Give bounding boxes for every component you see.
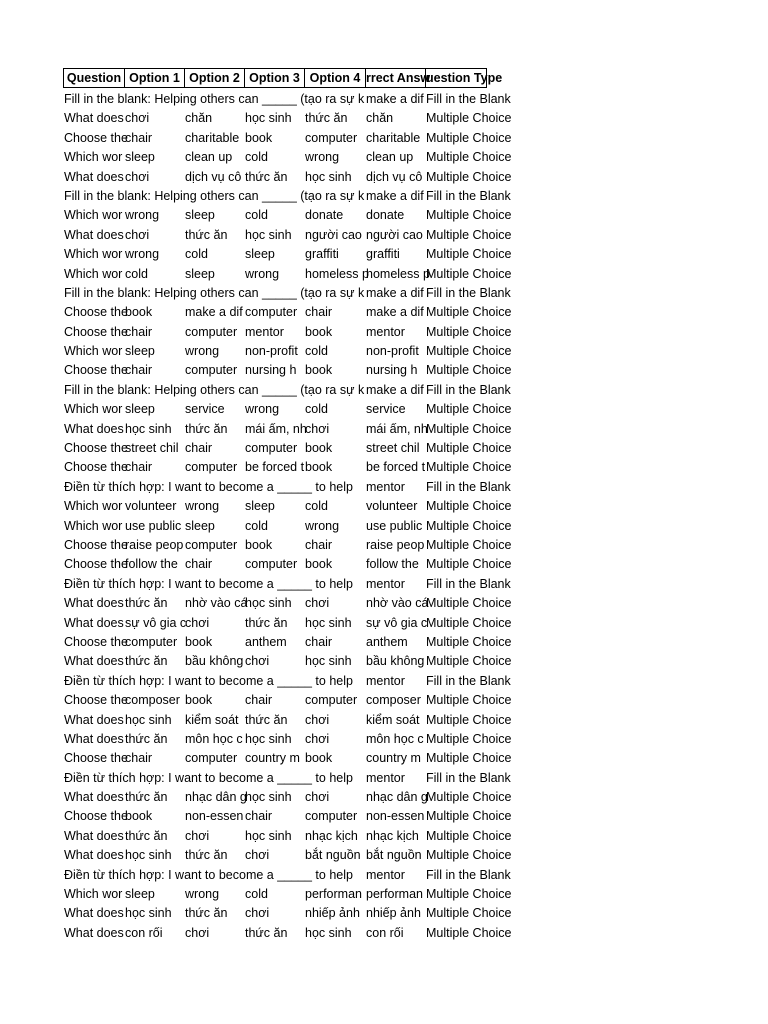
correct-answer-cell[interactable]: make a dif [366,382,424,397]
question-type-cell[interactable]: Multiple Choice [426,363,512,378]
correct-answer-cell[interactable]: follow the [366,557,419,572]
option-4-cell[interactable]: book [305,557,333,572]
option-3-cell[interactable]: chair [245,809,273,824]
option-3-cell[interactable]: anthem [245,634,287,649]
question-cell[interactable]: Choose the [64,324,128,339]
question-type-cell[interactable]: Multiple Choice [426,247,512,262]
question-cell[interactable]: Which wor [64,150,123,165]
question-type-cell[interactable]: Fill in the Blank [426,285,511,300]
option-4-cell[interactable]: chair [305,537,333,552]
header-question[interactable]: Question [63,68,124,88]
question-type-cell[interactable]: Multiple Choice [426,421,512,436]
option-4-cell[interactable]: chơi [305,421,330,436]
correct-answer-cell[interactable]: mentor [366,479,405,494]
option-3-cell[interactable]: chơi [245,906,270,921]
question-cell[interactable]: Choose the [64,557,128,572]
correct-answer-cell[interactable]: charitable [366,130,421,145]
question-type-cell[interactable]: Multiple Choice [426,266,512,281]
option-2-cell[interactable]: sleep [185,266,215,281]
option-4-cell[interactable]: book [305,363,333,378]
option-4-cell[interactable]: book [305,441,333,456]
option-2-cell[interactable]: wrong [185,499,220,514]
option-4-cell[interactable]: book [305,460,333,475]
question-cell[interactable]: What does [64,596,124,611]
option-1-cell[interactable]: sleep [125,150,155,165]
question-cell[interactable]: Điền từ thích hợp: I want to become a _____ to help [64,867,353,882]
question-type-cell[interactable]: Multiple Choice [426,169,512,184]
question-type-cell[interactable]: Fill in the Blank [426,770,511,785]
option-3-cell[interactable]: non-profit [245,344,298,359]
question-cell[interactable]: Which wor [64,208,123,223]
correct-answer-cell[interactable]: non-essen [366,809,425,824]
question-cell[interactable]: Fill in the blank: Helping others can _____ (tạo ra sự k [64,285,365,300]
option-4-cell[interactable]: chơi [305,712,330,727]
option-1-cell[interactable]: raise peop [125,537,184,552]
option-1-cell[interactable]: học sinh [125,848,172,863]
option-1-cell[interactable]: follow the [125,557,178,572]
option-4-cell[interactable]: học sinh [305,615,352,630]
question-type-cell[interactable]: Fill in the Blank [426,479,511,494]
option-4-cell[interactable]: donate [305,208,344,223]
option-2-cell[interactable]: computer [185,324,238,339]
option-1-cell[interactable]: học sinh [125,712,172,727]
question-type-cell[interactable]: Multiple Choice [426,712,512,727]
question-type-cell[interactable]: Multiple Choice [426,324,512,339]
option-4-cell[interactable]: học sinh [305,169,352,184]
option-3-cell[interactable]: sleep [245,247,275,262]
correct-answer-cell[interactable]: clean up [366,150,414,165]
option-2-cell[interactable]: chair [185,441,213,456]
option-1-cell[interactable]: chair [125,751,153,766]
correct-answer-cell[interactable]: nhờ vào cá [366,596,429,611]
option-2-cell[interactable]: computer [185,537,238,552]
question-type-cell[interactable]: Multiple Choice [426,790,512,805]
option-1-cell[interactable]: thức ăn [125,828,168,843]
correct-answer-cell[interactable]: mentor [366,867,405,882]
question-cell[interactable]: Fill in the blank: Helping others can _____ (tạo ra sự k [64,92,365,106]
option-2-cell[interactable]: computer [185,363,238,378]
option-3-cell[interactable]: học sinh [245,828,292,843]
option-1-cell[interactable]: street chil [125,441,179,456]
question-cell[interactable]: Choose the [64,751,128,766]
option-3-cell[interactable]: wrong [245,266,280,281]
option-3-cell[interactable]: chơi [245,848,270,863]
option-3-cell[interactable]: wrong [245,402,280,417]
option-1-cell[interactable]: sự vô gia c [125,615,187,630]
question-cell[interactable]: Choose the [64,441,128,456]
correct-answer-cell[interactable]: con rối [366,925,404,940]
question-type-cell[interactable]: Multiple Choice [426,751,512,766]
correct-answer-cell[interactable]: country m [366,751,421,766]
question-type-cell[interactable]: Multiple Choice [426,557,512,572]
option-2-cell[interactable]: môn học c [185,731,243,746]
question-type-cell[interactable]: Multiple Choice [426,925,512,940]
option-2-cell[interactable]: thức ăn [185,421,228,436]
option-2-cell[interactable]: computer [185,460,238,475]
option-4-cell[interactable]: book [305,751,333,766]
question-type-cell[interactable]: Multiple Choice [426,615,512,630]
question-type-cell[interactable]: Multiple Choice [426,634,512,649]
option-1-cell[interactable]: wrong [125,208,160,223]
question-cell[interactable]: Which wor [64,344,123,359]
option-1-cell[interactable]: con rối [125,925,163,940]
option-2-cell[interactable]: chăn [185,111,213,126]
option-4-cell[interactable]: performan [305,887,362,902]
option-1-cell[interactable]: sleep [125,344,155,359]
correct-answer-cell[interactable]: make a dif [366,188,424,203]
header-correct-answer[interactable]: rrect Answ [365,68,425,88]
option-3-cell[interactable]: book [245,537,273,552]
option-2-cell[interactable]: cold [185,247,208,262]
question-cell[interactable]: Which wor [64,499,123,514]
correct-answer-cell[interactable]: mái ấm, nh [366,421,428,436]
option-2-cell[interactable]: wrong [185,344,220,359]
question-cell[interactable]: What does [64,925,124,940]
question-cell[interactable]: Fill in the blank: Helping others can _____ (tạo ra sự k [64,188,365,203]
question-cell[interactable]: Which wor [64,402,123,417]
option-4-cell[interactable]: cold [305,499,328,514]
option-1-cell[interactable]: thức ăn [125,654,168,669]
correct-answer-cell[interactable]: mentor [366,770,405,785]
question-cell[interactable]: Điền từ thích hợp: I want to become a _____ to help [64,673,353,688]
correct-answer-cell[interactable]: chăn [366,111,394,126]
correct-answer-cell[interactable]: non-profit [366,344,419,359]
option-2-cell[interactable]: computer [185,751,238,766]
question-cell[interactable]: What does [64,169,124,184]
option-4-cell[interactable]: book [305,324,333,339]
correct-answer-cell[interactable]: performan [366,887,423,902]
option-2-cell[interactable]: nhạc dân g [185,790,247,805]
question-cell[interactable]: What does [64,111,124,126]
option-3-cell[interactable]: mái ấm, nh [245,421,307,436]
option-2-cell[interactable]: book [185,693,213,708]
question-cell[interactable]: What does [64,615,124,630]
option-4-cell[interactable]: chơi [305,790,330,805]
option-2-cell[interactable]: wrong [185,887,220,902]
correct-answer-cell[interactable]: street chil [366,441,420,456]
question-cell[interactable]: What does [64,712,124,727]
option-1-cell[interactable]: chair [125,130,153,145]
correct-answer-cell[interactable]: người cao [366,227,423,242]
correct-answer-cell[interactable]: service [366,402,406,417]
correct-answer-cell[interactable]: nhiếp ảnh [366,906,421,921]
option-3-cell[interactable]: học sinh [245,790,292,805]
question-cell[interactable]: Which wor [64,266,123,281]
option-3-cell[interactable]: thức ăn [245,925,288,940]
option-4-cell[interactable]: graffiti [305,247,339,262]
header-option-4[interactable]: Option 4 [304,68,365,88]
question-type-cell[interactable]: Fill in the Blank [426,673,511,688]
question-cell[interactable]: What does [64,828,124,843]
question-cell[interactable]: Fill in the blank: Helping others can _____ (tạo ra sự k [64,382,365,397]
option-4-cell[interactable]: cold [305,344,328,359]
correct-answer-cell[interactable]: mentor [366,576,405,591]
correct-answer-cell[interactable]: nursing h [366,363,418,378]
option-1-cell[interactable]: học sinh [125,906,172,921]
question-type-cell[interactable]: Fill in the Blank [426,867,511,882]
question-type-cell[interactable]: Fill in the Blank [426,382,511,397]
correct-answer-cell[interactable]: sự vô gia c [366,615,428,630]
correct-answer-cell[interactable]: make a dif [366,92,424,106]
option-3-cell[interactable]: computer [245,441,298,456]
question-cell[interactable]: Choose the [64,634,128,649]
question-cell[interactable]: Điền từ thích hợp: I want to become a _____ to help [64,479,353,494]
option-1-cell[interactable]: book [125,305,153,320]
correct-answer-cell[interactable]: volunteer [366,499,418,514]
question-cell[interactable]: What does [64,906,124,921]
question-cell[interactable]: Điền từ thích hợp: I want to become a _____ to help [64,576,353,591]
question-type-cell[interactable]: Multiple Choice [426,460,512,475]
option-1-cell[interactable]: computer [125,634,178,649]
correct-answer-cell[interactable]: homeless p [366,266,430,281]
option-1-cell[interactable]: chơi [125,111,150,126]
question-type-cell[interactable]: Multiple Choice [426,227,512,242]
option-1-cell[interactable]: composer [125,693,180,708]
option-3-cell[interactable]: nursing h [245,363,297,378]
question-type-cell[interactable]: Fill in the Blank [426,92,511,106]
question-cell[interactable]: Which wor [64,518,123,533]
correct-answer-cell[interactable]: bầu không [366,654,425,669]
option-3-cell[interactable]: cold [245,518,268,533]
question-type-cell[interactable]: Multiple Choice [426,402,512,417]
option-3-cell[interactable]: computer [245,305,298,320]
option-2-cell[interactable]: thức ăn [185,906,228,921]
option-1-cell[interactable]: chair [125,363,153,378]
question-type-cell[interactable]: Multiple Choice [426,654,512,669]
header-option-1[interactable]: Option 1 [124,68,184,88]
option-3-cell[interactable]: chơi [245,654,270,669]
correct-answer-cell[interactable]: bắt nguồn [366,848,422,863]
option-4-cell[interactable]: cold [305,402,328,417]
option-1-cell[interactable]: chơi [125,227,150,242]
option-3-cell[interactable]: thức ăn [245,712,288,727]
correct-answer-cell[interactable]: donate [366,208,405,223]
correct-answer-cell[interactable]: mentor [366,673,405,688]
option-4-cell[interactable]: wrong [305,518,340,533]
question-type-cell[interactable]: Multiple Choice [426,848,512,863]
question-type-cell[interactable]: Multiple Choice [426,150,512,165]
option-3-cell[interactable]: thức ăn [245,615,288,630]
option-2-cell[interactable]: thức ăn [185,848,228,863]
question-cell[interactable]: Điền từ thích hợp: I want to become a _____ to help [64,770,353,785]
option-4-cell[interactable]: chơi [305,731,330,746]
question-type-cell[interactable]: Multiple Choice [426,731,512,746]
question-type-cell[interactable]: Multiple Choice [426,596,512,611]
correct-answer-cell[interactable]: dịch vụ cô [366,169,423,184]
option-3-cell[interactable]: sleep [245,499,275,514]
option-2-cell[interactable]: sleep [185,208,215,223]
question-cell[interactable]: What does [64,731,124,746]
option-2-cell[interactable]: thức ăn [185,227,228,242]
option-2-cell[interactable]: chơi [185,925,210,940]
option-2-cell[interactable]: kiểm soát [185,712,239,727]
option-4-cell[interactable]: người cao [305,227,362,242]
question-type-cell[interactable]: Multiple Choice [426,441,512,456]
option-3-cell[interactable]: học sinh [245,227,292,242]
correct-answer-cell[interactable]: nhạc dân g [366,790,428,805]
question-type-cell[interactable]: Multiple Choice [426,809,512,824]
question-cell[interactable]: Choose the [64,537,128,552]
option-1-cell[interactable]: volunteer [125,499,177,514]
option-4-cell[interactable]: wrong [305,150,340,165]
question-type-cell[interactable]: Multiple Choice [426,208,512,223]
option-4-cell[interactable]: computer [305,693,358,708]
option-4-cell[interactable]: chơi [305,596,330,611]
question-type-cell[interactable]: Multiple Choice [426,111,512,126]
option-2-cell[interactable]: charitable [185,130,240,145]
correct-answer-cell[interactable]: raise peop [366,537,425,552]
option-3-cell[interactable]: be forced t [245,460,305,475]
correct-answer-cell[interactable]: make a dif [366,285,424,300]
question-type-cell[interactable]: Multiple Choice [426,537,512,552]
option-1-cell[interactable]: học sinh [125,421,172,436]
question-type-cell[interactable]: Multiple Choice [426,344,512,359]
option-1-cell[interactable]: thức ăn [125,731,168,746]
question-cell[interactable]: Choose the [64,363,128,378]
option-3-cell[interactable]: cold [245,150,268,165]
option-4-cell[interactable]: học sinh [305,654,352,669]
option-4-cell[interactable]: bắt nguồn [305,848,361,863]
question-type-cell[interactable]: Multiple Choice [426,828,512,843]
question-type-cell[interactable]: Fill in the Blank [426,576,511,591]
option-3-cell[interactable]: học sinh [245,596,292,611]
correct-answer-cell[interactable]: composer [366,693,421,708]
option-4-cell[interactable]: học sinh [305,925,352,940]
option-1-cell[interactable]: thức ăn [125,790,168,805]
header-option-2[interactable]: Option 2 [184,68,244,88]
option-2-cell[interactable]: service [185,402,225,417]
option-3-cell[interactable]: country m [245,751,300,766]
correct-answer-cell[interactable]: make a dif [366,305,424,320]
option-4-cell[interactable]: chair [305,305,333,320]
option-4-cell[interactable]: chair [305,634,333,649]
correct-answer-cell[interactable]: be forced t [366,460,426,475]
header-question-type[interactable]: uestion Type [425,68,487,88]
option-3-cell[interactable]: học sinh [245,111,292,126]
option-1-cell[interactable]: sleep [125,887,155,902]
option-2-cell[interactable]: sleep [185,518,215,533]
option-4-cell[interactable]: computer [305,809,358,824]
option-2-cell[interactable]: book [185,634,213,649]
question-cell[interactable]: What does [64,848,124,863]
option-1-cell[interactable]: cold [125,266,148,281]
option-2-cell[interactable]: bầu không [185,654,244,669]
question-type-cell[interactable]: Multiple Choice [426,518,512,533]
correct-answer-cell[interactable]: kiểm soát [366,712,420,727]
option-4-cell[interactable]: thức ăn [305,111,348,126]
correct-answer-cell[interactable]: mentor [366,324,405,339]
option-4-cell[interactable]: computer [305,130,358,145]
question-type-cell[interactable]: Multiple Choice [426,499,512,514]
correct-answer-cell[interactable]: môn học c [366,731,424,746]
option-2-cell[interactable]: chair [185,557,213,572]
question-cell[interactable]: What does [64,421,124,436]
option-2-cell[interactable]: dịch vụ cô [185,169,242,184]
question-cell[interactable]: Choose the [64,693,128,708]
option-3-cell[interactable]: book [245,130,273,145]
option-2-cell[interactable]: chơi [185,828,210,843]
option-3-cell[interactable]: cold [245,208,268,223]
question-type-cell[interactable]: Multiple Choice [426,887,512,902]
option-3-cell[interactable]: thức ăn [245,169,288,184]
option-1-cell[interactable]: book [125,809,153,824]
correct-answer-cell[interactable]: nhạc kịch [366,828,419,843]
question-cell[interactable]: Choose the [64,305,128,320]
question-type-cell[interactable]: Multiple Choice [426,906,512,921]
question-type-cell[interactable]: Multiple Choice [426,130,512,145]
option-3-cell[interactable]: chair [245,693,273,708]
question-cell[interactable]: Which wor [64,247,123,262]
option-2-cell[interactable]: chơi [185,615,210,630]
option-3-cell[interactable]: computer [245,557,298,572]
correct-answer-cell[interactable]: use public [366,518,423,533]
question-type-cell[interactable]: Multiple Choice [426,693,512,708]
option-1-cell[interactable]: use public [125,518,182,533]
option-1-cell[interactable]: chơi [125,169,150,184]
option-1-cell[interactable]: thức ăn [125,596,168,611]
option-1-cell[interactable]: wrong [125,247,160,262]
option-2-cell[interactable]: nhờ vào cá [185,596,248,611]
option-3-cell[interactable]: học sinh [245,731,292,746]
question-type-cell[interactable]: Multiple Choice [426,305,512,320]
header-option-3[interactable]: Option 3 [244,68,304,88]
question-cell[interactable]: Choose the [64,130,128,145]
question-cell[interactable]: What does [64,790,124,805]
option-1-cell[interactable]: chair [125,324,153,339]
option-4-cell[interactable]: nhạc kịch [305,828,358,843]
question-cell[interactable]: Choose the [64,809,128,824]
question-cell[interactable]: Choose the [64,460,128,475]
option-3-cell[interactable]: cold [245,887,268,902]
question-cell[interactable]: Which wor [64,887,123,902]
option-1-cell[interactable]: sleep [125,402,155,417]
question-cell[interactable]: What does [64,654,124,669]
option-2-cell[interactable]: non-essen [185,809,244,824]
correct-answer-cell[interactable]: graffiti [366,247,400,262]
option-4-cell[interactable]: homeless p [305,266,369,281]
question-type-cell[interactable]: Fill in the Blank [426,188,511,203]
option-2-cell[interactable]: make a dif [185,305,243,320]
option-2-cell[interactable]: clean up [185,150,233,165]
question-cell[interactable]: What does [64,227,124,242]
correct-answer-cell[interactable]: anthem [366,634,408,649]
option-3-cell[interactable]: mentor [245,324,284,339]
option-1-cell[interactable]: chair [125,460,153,475]
option-4-cell[interactable]: nhiếp ảnh [305,906,360,921]
